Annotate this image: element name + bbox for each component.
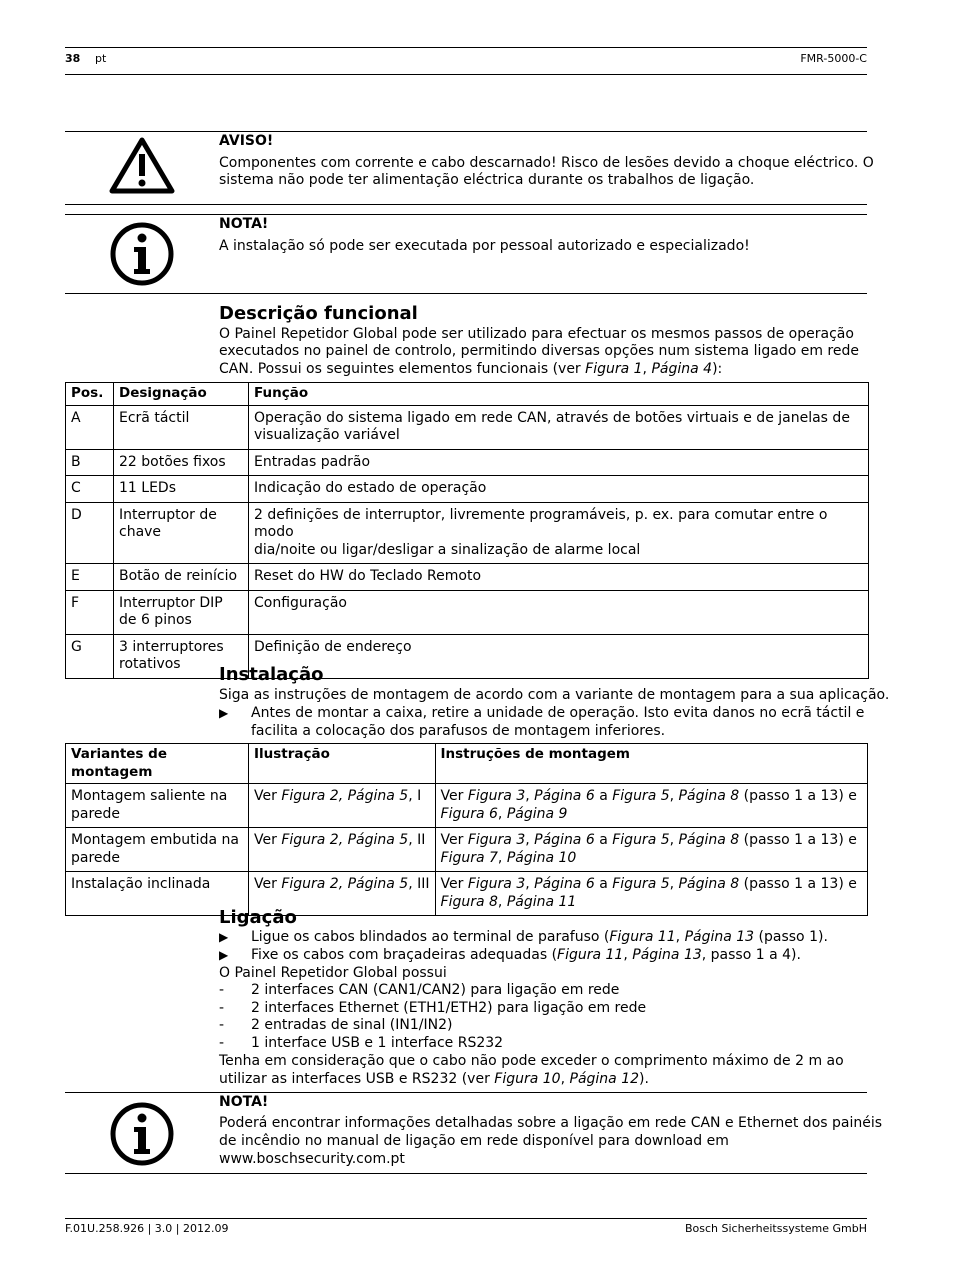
table-row — [66, 590, 869, 634]
instructions-cell — [435, 784, 867, 828]
page-reference: Página 6 — [534, 832, 595, 848]
header-bottom-rule — [65, 74, 867, 75]
closing-text: ): — [712, 361, 723, 377]
figure-reference: Figura 2, Página 5 — [281, 876, 409, 892]
page-reference: Página 6 — [534, 876, 595, 892]
dash-marker: - — [219, 982, 225, 998]
designation-cell — [114, 590, 249, 634]
instructions-cell — [435, 828, 867, 872]
ver-text: Ver — [254, 832, 282, 848]
designation-text: de 6 pinos — [119, 612, 192, 628]
warning-triangle-icon — [108, 135, 176, 199]
designation-text: Ecrã táctil — [119, 409, 190, 426]
instalacao-bullet — [219, 705, 865, 741]
bullet-arrow-icon: ▶ — [219, 930, 229, 944]
document-id: F.01U.258.926 | 3.0 | 2012.09 — [65, 1222, 229, 1235]
figure-reference: Figura 2, Página 5 — [281, 832, 409, 848]
warning-text-line1: Componentes com corrente e cabo descarnado! Risco de lesões devido a choque eléctrico. O — [219, 155, 874, 171]
page-reference: Página 9 — [506, 805, 568, 822]
list-item — [219, 1000, 859, 1018]
column-header: Variantes de montagem — [66, 744, 249, 784]
function-text: Entradas padrão — [254, 453, 371, 470]
page-reference: Página 13 — [684, 929, 755, 945]
page-reference: Página 10 — [506, 849, 577, 866]
descricao-line1: O Painel Repetidor Global pode ser utilizado para efectuar os mesmos passos de operação — [219, 326, 854, 342]
ligacao-bullet-1 — [219, 929, 859, 947]
footer-rule — [65, 1218, 867, 1219]
function-text: dia/noite ou ligar/desligar a sinalização de alarme local — [254, 541, 641, 558]
pos-cell: C — [66, 476, 114, 503]
pos-cell: G — [66, 634, 114, 678]
bullet-arrow-icon: ▶ — [219, 706, 229, 720]
separator: , — [497, 893, 507, 910]
instalacao-intro: Siga as instruções de montagem de acordo com a variante de montagem para a sua aplicação. — [219, 687, 890, 703]
warning-title: AVISO! — [219, 133, 274, 149]
dash-marker: - — [219, 1035, 225, 1051]
header-top-rule — [65, 47, 867, 48]
note1-bottom-rule — [65, 293, 867, 294]
connector-text: a — [594, 832, 613, 848]
column-header: Ilustração — [249, 744, 436, 784]
ver-text: Ver — [254, 788, 282, 804]
function-cell — [249, 564, 869, 591]
list-item-text: 1 interface USB e 1 interface RS232 — [251, 1035, 504, 1051]
list-item — [219, 1017, 859, 1035]
warning-text-line2: sistema não pode ter alimentação eléctrica durante os trabalhos de ligação. — [219, 172, 755, 188]
note1-top-rule — [65, 214, 867, 215]
table-row — [66, 502, 869, 564]
variant-cell — [66, 784, 249, 828]
separator: , — [675, 929, 685, 945]
variant-text: Instalação inclinada — [71, 876, 211, 892]
designation-cell — [114, 476, 249, 503]
table-row — [66, 828, 868, 872]
function-cell — [249, 476, 869, 503]
page-reference: Página 8 — [678, 876, 740, 892]
ver-text: Ver — [440, 788, 468, 804]
bullet-text-part: Fixe os cabos com braçadeiras adequadas ( — [251, 947, 558, 963]
section-heading-instalacao: Instalação — [219, 664, 324, 685]
designation-text: 11 LEDs — [119, 480, 176, 496]
bullet-text-part: , passo 1 a 4). — [701, 947, 801, 963]
page-reference: Página 13 — [632, 947, 702, 963]
table-header-row — [66, 744, 868, 784]
variant-text: parede — [71, 805, 121, 822]
variant-text: Montagem embutida na — [71, 832, 239, 848]
table-row — [66, 634, 869, 678]
function-cell — [249, 405, 869, 449]
separator: , — [560, 1071, 570, 1087]
descricao-line3-text: CAN. Possui os seguintes elementos funcionais (ver — [219, 361, 586, 377]
bullet-text-part: Ligue os cabos blindados ao terminal de parafuso ( — [251, 929, 610, 945]
pos-cell: D — [66, 502, 114, 564]
note1-title: NOTA! — [219, 216, 269, 232]
pos-cell: A — [66, 405, 114, 449]
page-reference: Página 8 — [678, 788, 740, 804]
bullet-text — [251, 929, 828, 947]
step-text: (passo 1 a 13) e — [739, 788, 857, 804]
descricao-line2: executados no painel de controlo, permitindo diversas opções num sistema ligado em rede — [219, 343, 859, 359]
function-cell — [249, 449, 869, 476]
table-header-row — [66, 383, 869, 406]
separator: , — [497, 805, 507, 822]
company-name: Bosch Sicherheitssysteme GmbH — [684, 1222, 867, 1235]
designation-cell — [114, 449, 249, 476]
table-row — [66, 449, 869, 476]
function-text: Reset do HW do Teclado Remoto — [254, 568, 482, 584]
separator: , — [525, 832, 535, 848]
note2-top-rule — [65, 1092, 867, 1093]
figure-reference: Figura 10 — [494, 1071, 561, 1087]
dash-marker: - — [219, 1017, 225, 1033]
list-item-text: 2 entradas de sinal (IN1/IN2) — [251, 1017, 453, 1033]
ver-text: Ver — [440, 876, 468, 892]
ligacao-possui: O Painel Repetidor Global possui — [219, 965, 447, 981]
descricao-line3 — [219, 361, 722, 379]
list-item — [219, 1035, 859, 1053]
note2-bottom-rule — [65, 1173, 867, 1174]
figure-reference: Figura 2, Página 5 — [281, 788, 409, 804]
list-item — [219, 982, 859, 1000]
note2-text-line2: de incêndio no manual de ligação em rede disponível para download em — [219, 1133, 729, 1149]
step-text: (passo 1 a 13) e — [739, 876, 857, 892]
designation-cell — [114, 405, 249, 449]
column-header: Instruções de montagem — [435, 744, 867, 784]
note2-title: NOTA! — [219, 1094, 269, 1110]
table-row — [66, 784, 868, 828]
column-header: Função — [249, 383, 869, 406]
ligacao-bullet-2 — [219, 947, 859, 965]
column-header: Pos. — [66, 383, 114, 406]
variant-text: Montagem saliente na — [71, 788, 228, 804]
function-text: Indicação do estado de operação — [254, 480, 487, 496]
ver-text: Ver — [440, 832, 468, 848]
illustration-cell — [249, 784, 436, 828]
section-heading-ligacao: Ligação — [219, 907, 297, 928]
variant-numeral: , III — [408, 876, 430, 892]
page-number: 38 — [65, 52, 81, 65]
variant-numeral: , II — [408, 832, 426, 848]
info-icon — [109, 1101, 175, 1171]
variant-cell — [66, 828, 249, 872]
figure-reference: Figura 3 — [467, 832, 526, 848]
figure-reference: Figura 7 — [440, 849, 498, 866]
figure-reference: Figura 1 — [585, 361, 643, 377]
function-text: visualização variável — [254, 427, 400, 443]
ver-text: Ver — [254, 876, 282, 892]
separator: , — [669, 876, 679, 892]
figure-reference: Figura 8 — [440, 893, 498, 910]
figure-reference: Figura 11 — [557, 947, 624, 963]
function-text: Operação do sistema ligado em rede CAN, através de botões virtuais e de janelas de — [254, 409, 850, 426]
function-text: 2 definições de interruptor, livremente programáveis, p. ex. para comutar entre o modo — [254, 506, 828, 540]
note2-text-line1: Poderá encontrar informações detalhadas sobre a ligação em rede CAN e Ethernet dos painéis — [219, 1115, 883, 1131]
designation-text: 3 interruptores — [119, 638, 224, 655]
figure-reference: Figura 11 — [609, 929, 676, 945]
instructions-cell — [435, 872, 867, 916]
figure-reference: Figura 6 — [440, 805, 498, 822]
function-text: Configuração — [254, 594, 347, 611]
variant-numeral: , I — [408, 788, 422, 804]
pos-cell: F — [66, 590, 114, 634]
language-code: pt — [95, 52, 107, 65]
note1-text: A instalação só pode ser executada por pessoal autorizado e especializado! — [219, 238, 750, 254]
warning-top-rule — [65, 131, 867, 132]
designation-text: 22 botões fixos — [119, 453, 226, 470]
note-text: utilizar as interfaces USB e RS232 (ver — [219, 1071, 495, 1087]
bullet-text-line1: Antes de montar a caixa, retire a unidade de operação. Isto evita danos no ecrã táctil e — [251, 705, 865, 721]
bullet-arrow-icon: ▶ — [219, 948, 229, 962]
separator: , — [669, 788, 679, 804]
page-reference: Página 8 — [678, 832, 740, 848]
closing-text: ). — [639, 1071, 649, 1087]
separator: , — [642, 361, 652, 377]
figure-reference: Figura 5 — [612, 876, 670, 892]
page-reference: Página 12 — [569, 1071, 640, 1087]
designation-cell — [114, 564, 249, 591]
designation-text: Botão de reinício — [119, 568, 238, 584]
separator: , — [497, 849, 507, 866]
separator: , — [525, 788, 535, 804]
function-cell — [249, 590, 869, 634]
product-code: FMR-5000-C — [800, 52, 867, 65]
connector-text: a — [594, 876, 613, 892]
table-row — [66, 564, 869, 591]
ligacao-note-line2 — [219, 1071, 649, 1089]
warning-bottom-rule — [65, 204, 867, 205]
list-item-text: 2 interfaces Ethernet (ETH1/ETH2) para ligação em rede — [251, 1000, 647, 1016]
separator: , — [669, 832, 679, 848]
separator: , — [623, 947, 633, 963]
table-row — [66, 872, 868, 916]
designation-text: Interruptor de — [119, 506, 217, 523]
designation-text: chave — [119, 524, 162, 540]
separator: , — [525, 876, 535, 892]
table-row — [66, 476, 869, 503]
section-heading-descricao: Descrição funcional — [219, 303, 418, 324]
designation-text: rotativos — [119, 656, 181, 672]
page-reference: Página 11 — [506, 893, 577, 910]
function-text: Definição de endereço — [254, 638, 412, 655]
figure-reference: Figura 3 — [467, 876, 526, 892]
function-cell — [249, 634, 869, 678]
mounting-table — [65, 743, 868, 916]
info-icon — [109, 221, 175, 291]
dash-marker: - — [219, 1000, 225, 1016]
designation-text: Interruptor DIP — [119, 594, 223, 611]
bullet-text — [251, 947, 801, 965]
note2-url: www.boschsecurity.com.pt — [219, 1151, 405, 1167]
ligacao-note-line1: Tenha em consideração que o cabo não pode exceder o comprimento máximo de 2 m ao — [219, 1053, 844, 1069]
connector-text: a — [594, 788, 613, 804]
column-header: Designação — [114, 383, 249, 406]
page-reference: Página 6 — [534, 788, 595, 804]
pos-cell: B — [66, 449, 114, 476]
page-reference: Página 4 — [651, 361, 713, 377]
figure-reference: Figura 3 — [467, 788, 526, 804]
variant-text: parede — [71, 849, 121, 866]
functions-table — [65, 382, 869, 679]
figure-reference: Figura 5 — [612, 788, 670, 804]
function-cell — [249, 502, 869, 564]
pos-cell: E — [66, 564, 114, 591]
table-row — [66, 405, 869, 449]
step-text: (passo 1 a 13) e — [739, 832, 857, 848]
bullet-text-part: (passo 1). — [754, 929, 828, 945]
illustration-cell — [249, 828, 436, 872]
bullet-text-line2: facilita a colocação dos parafusos de montagem inferiores. — [251, 722, 666, 739]
list-item-text: 2 interfaces CAN (CAN1/CAN2) para ligação em rede — [251, 982, 620, 998]
figure-reference: Figura 5 — [612, 832, 670, 848]
designation-cell — [114, 502, 249, 564]
